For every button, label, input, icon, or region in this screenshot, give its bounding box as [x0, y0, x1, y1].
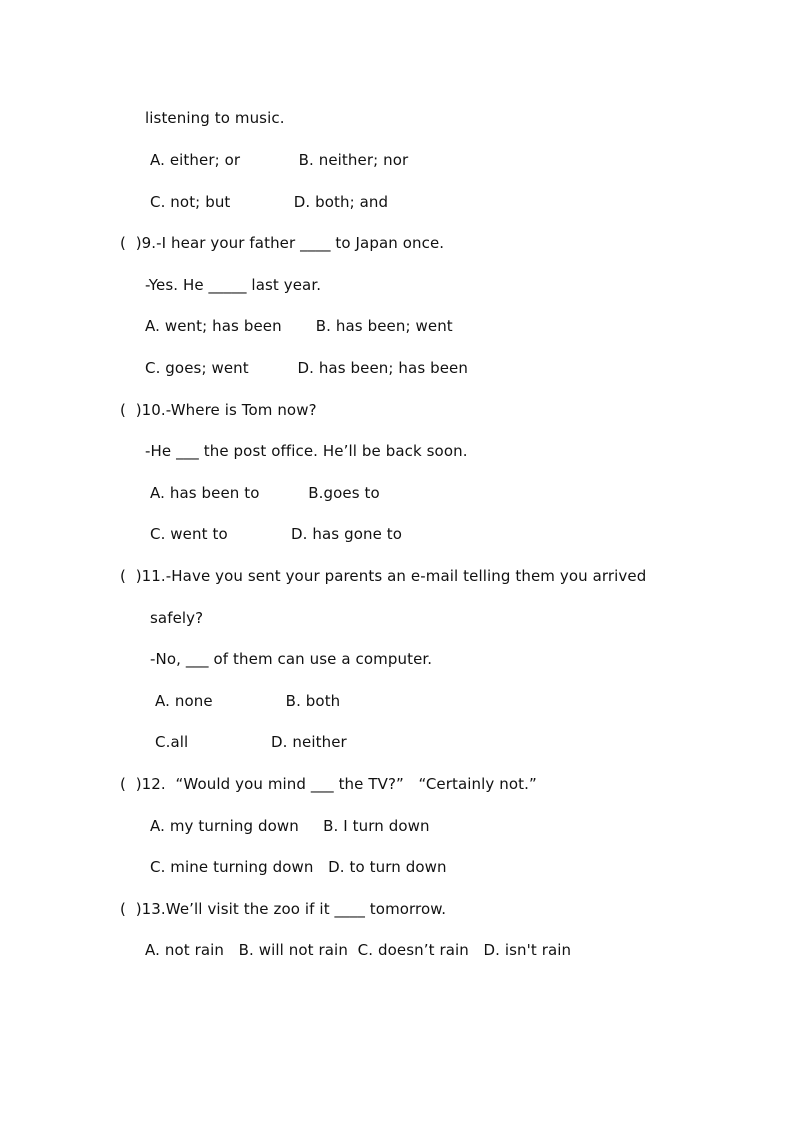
question-11-reply: -No, ___ of them can use a computer.	[150, 650, 433, 668]
question-9-stem: ( )9.-I hear your father ____ to Japan once.	[120, 234, 445, 252]
question-12-stem: ( )12. “Would you mind ___ the TV?” “Certainly not.”	[120, 775, 537, 793]
question-10-stem: ( )10.-Where is Tom now?	[120, 401, 317, 419]
question-11-stem: ( )11.-Have you sent your parents an e-mail telling them you arrived	[120, 567, 647, 585]
question-8-options-cd: C. not; but D. both; and	[150, 193, 389, 211]
question-9-reply: -Yes. He _____ last year.	[145, 276, 322, 294]
question-8-continuation: listening to music.	[145, 109, 285, 127]
question-13-options: A. not rain B. will not rain C. doesn’t rain D. isn't rain	[145, 941, 572, 959]
question-9-options-cd: C. goes; went D. has been; has been	[145, 359, 468, 377]
question-13-stem: ( )13.We’ll visit the zoo if it ____ tomorrow.	[120, 900, 447, 918]
question-9-options-ab: A. went; has been B. has been; went	[145, 317, 453, 335]
question-11-options-ab: A. none B. both	[155, 692, 341, 710]
question-12-options-cd: C. mine turning down D. to turn down	[150, 858, 447, 876]
question-10-options-ab: A. has been to B.goes to	[150, 484, 380, 502]
question-11-options-cd: C.all D. neither	[155, 733, 347, 751]
question-8-options-ab: A. either; or B. neither; nor	[150, 151, 409, 169]
question-10-options-cd: C. went to D. has gone to	[150, 525, 403, 543]
question-12-options-ab: A. my turning down B. I turn down	[150, 817, 430, 835]
question-11-stem-continuation: safely?	[150, 609, 204, 627]
question-10-reply: -He ___ the post office. He’ll be back soon.	[145, 442, 468, 460]
